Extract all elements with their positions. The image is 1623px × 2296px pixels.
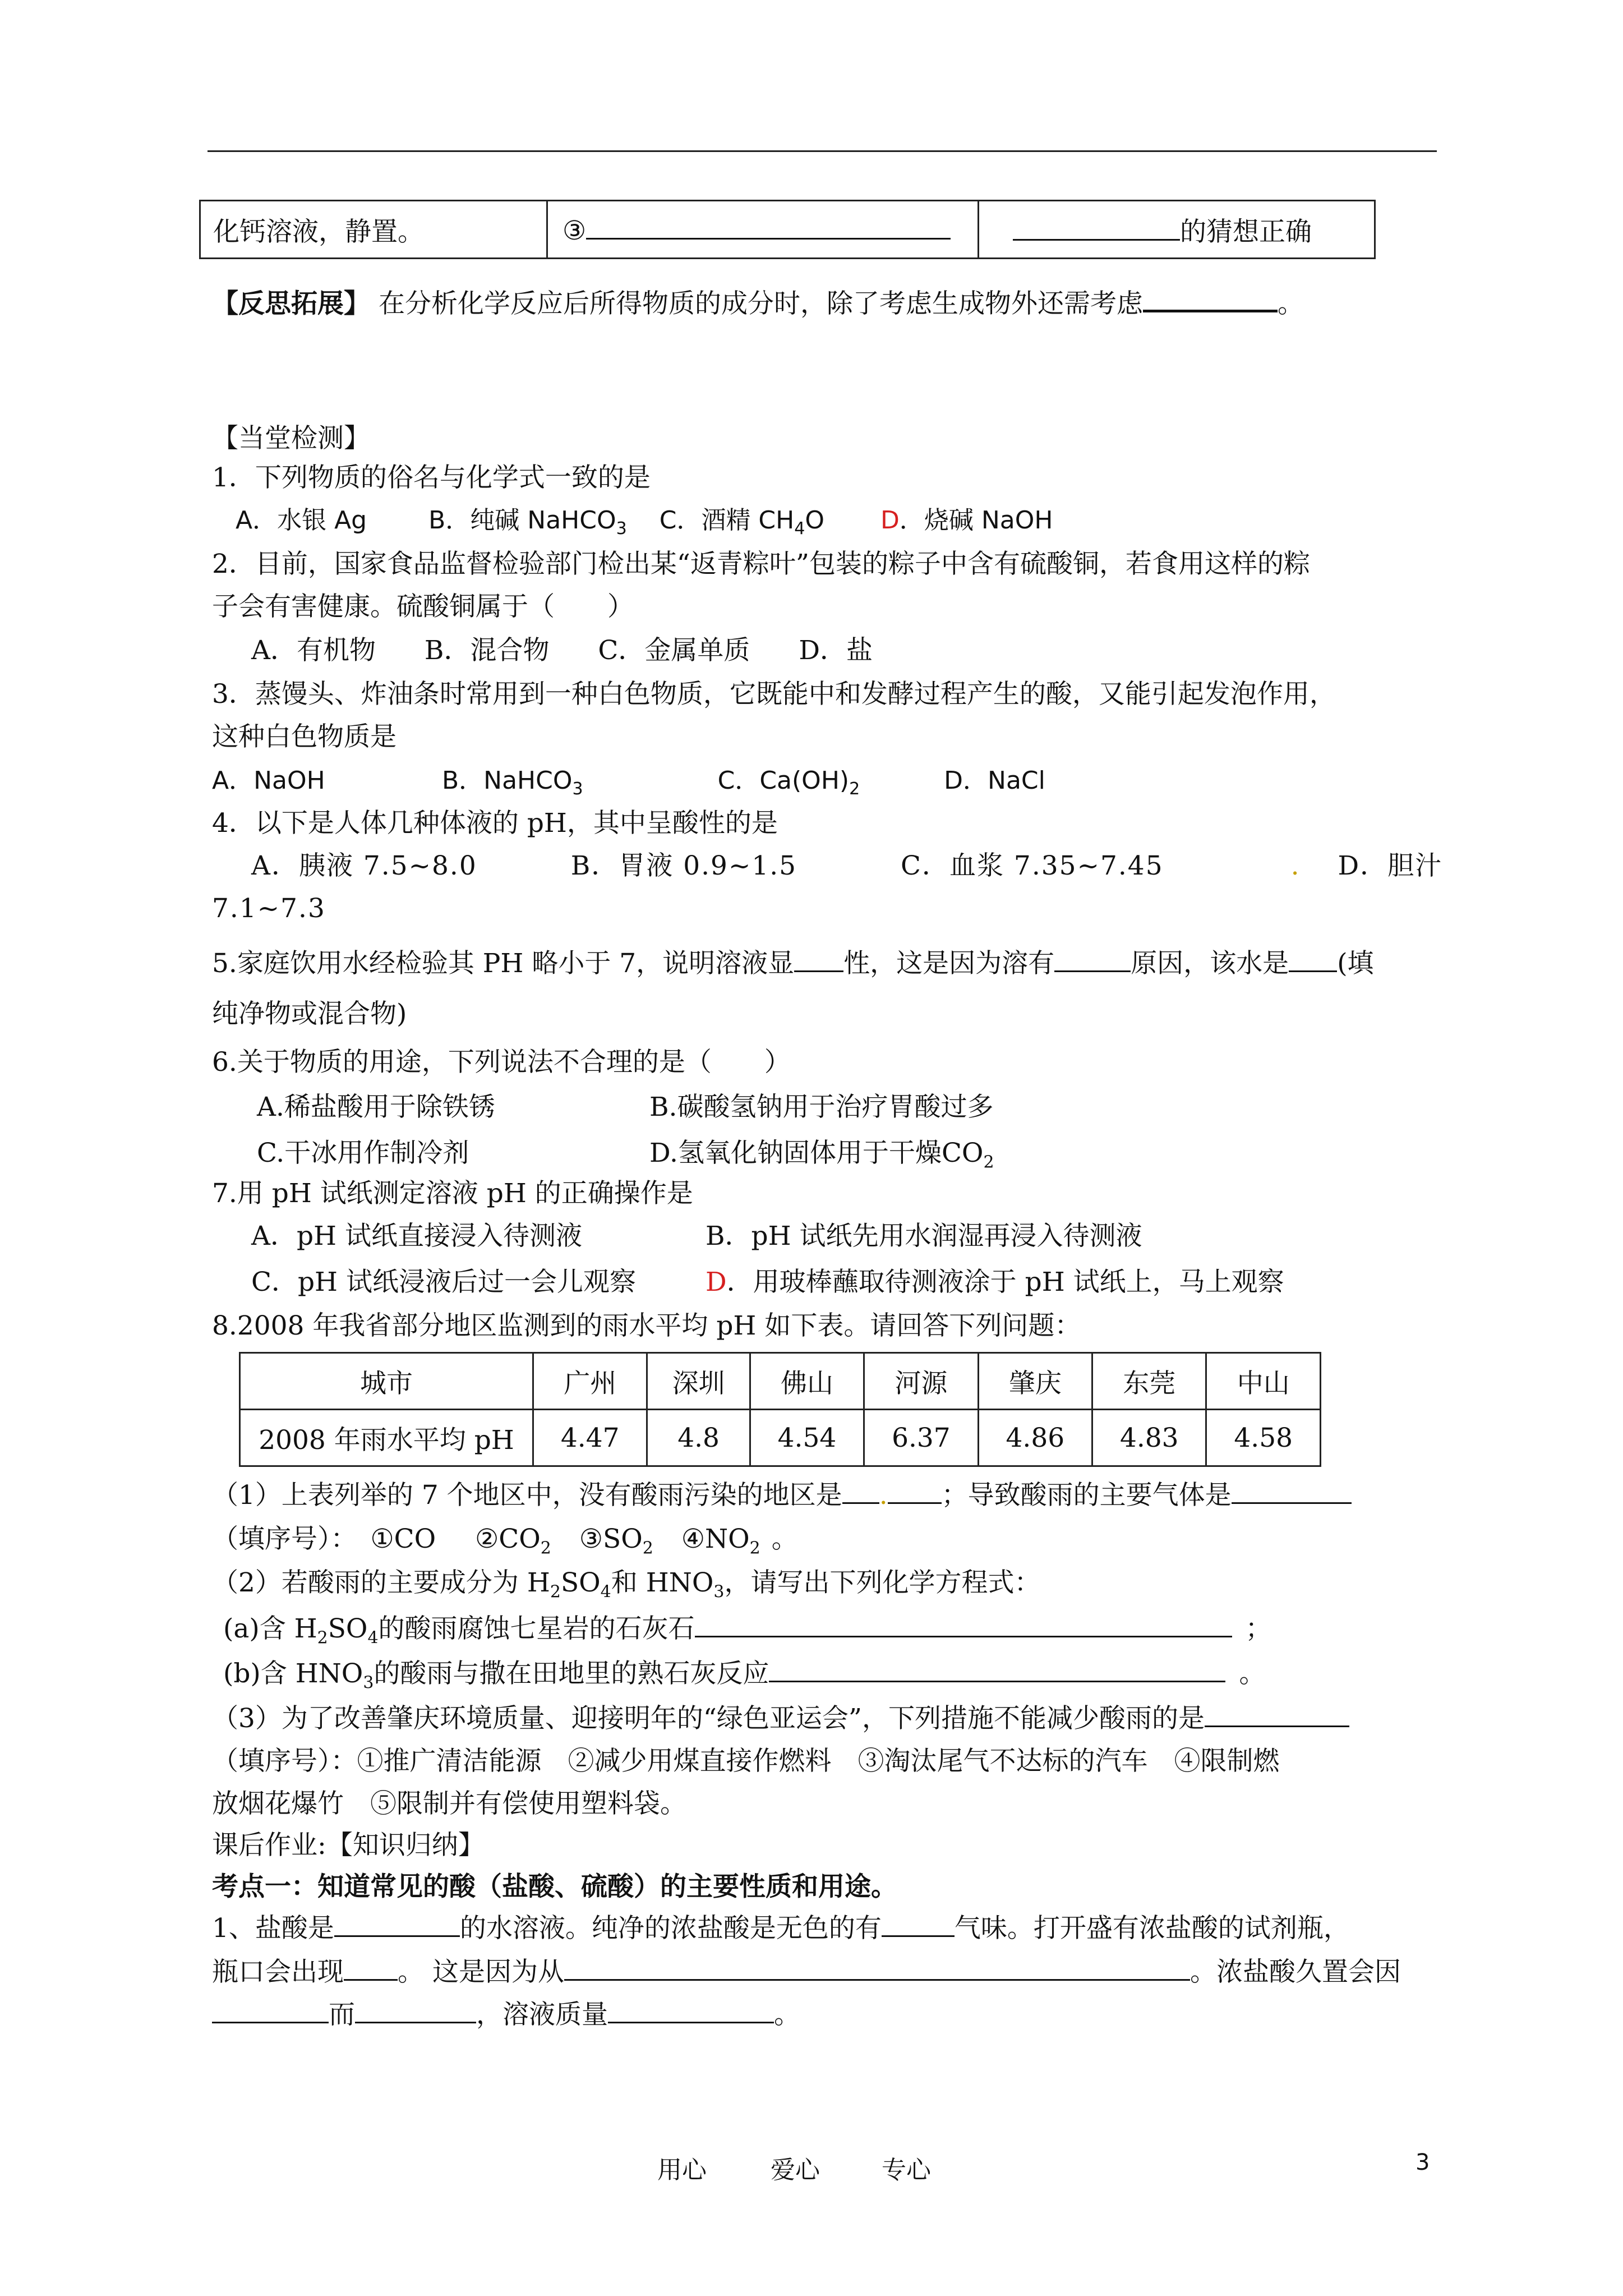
footer-word-1: 用心 [657,2156,707,2184]
experiment-table [199,200,1376,259]
q4-options: A．胰液 7.5~8.0 B．胃液 0.9~1.5 C．血浆 7.35~7.45 . D．胆汁 [251,850,1443,881]
table-cell: 4.83 [1092,1410,1206,1466]
reflection-label: 【反思拓展】 [212,288,370,319]
table-cell: 2008 年雨水平均 pH [240,1410,533,1466]
table-row [240,1353,1321,1410]
table-cell: 4.47 [533,1410,647,1466]
kp1-line1: 1、盐酸是 的水溶液。纯净的浓盐酸是无色的有 气味。打开盛有浓盐酸的试剂瓶， [212,1911,1350,1945]
rain-ph-table [239,1352,1321,1467]
q4-option-d-cont: 7.1~7.3 [212,893,326,924]
kp1-line2: 瓶口会出现 。 这是因为从 。浓盐酸久置会因 [212,1954,1401,1989]
table-header-cell: 肇庆 [978,1353,1092,1410]
q3-options: A．NaOH B．NaHCO$_3$ C．$Ca(OH)_2$ D．NaCl [212,766,1045,799]
table-cell: 4.54 [750,1410,864,1466]
header-rule [208,150,1437,152]
footer-word-3: 专心 [882,2156,931,2184]
q8-sub1-line1: （1）上表列举的 7 个地区中，没有酸雨污染的地区是 . ；导致酸雨的主要气体是 [212,1478,1352,1512]
experiment-cell-1: 化钙溶液，静置。 [200,201,547,259]
q8-sub2a-line: (a)含 $H_2SO_4$的酸雨腐蚀七星岩的石灰石 ； [223,1611,1272,1655]
q7-row2: C．pH 试纸浸液后过一会儿观察 D．用玻棒蘸取待测液涂于 pH 试纸上，马上观察 [251,1267,1284,1297]
reflection-line: 【反思拓展】 在分析化学反应后所得物质的成分时，除了考虑生成物外还需考虑 。 [212,285,1304,321]
q8-sub1-line2: （填序号）： ①CO $②CO_2$ $③SO_2$ $④NO_2$ 。 [212,1524,798,1558]
q3-line1: 3．蒸馒头、炸油条时常用到一种白色物质，它既能中和发酵过程产生的酸，又能引起发泡作用， [212,679,1336,710]
footer-word-2: 爱心 [771,2156,820,2184]
table-header-cell: 东莞 [1092,1353,1206,1410]
table-header-cell: 河源 [864,1353,978,1410]
q8-sub3-line2: （填序号）：①推广清洁能源 ②减少用煤直接作燃料 ③淘汰尾气不达标的汽车 ④限制燃 [212,1746,1280,1777]
q7-stem: 7.用 pH 试纸测定溶液 pH 的正确操作是 [212,1178,693,1209]
experiment-cell-3: 的猜想正确 [979,201,1375,259]
table-cell: 6.37 [864,1410,978,1466]
q2-options: A．有机物 B．混合物 C．金属单质 D．盐 [251,635,873,666]
table-header-cell: 中山 [1206,1353,1321,1410]
q8-sub3-line1: （3）为了改善肇庆环境质量、迎接明年的“绿色亚运会”，下列措施不能减少酸雨的是 [212,1701,1349,1736]
q6-row2: C.干冰用作制冷剂 D.氢氧化钠固体用于干燥$CO_2$ [257,1138,994,1172]
q7-row1: A．pH 试纸直接浸入待测液 B．pH 试纸先用水润湿再浸入待测液 [251,1221,1142,1251]
q2-line2: 子会有害健康。硫酸铜属于（ ） [212,591,634,622]
key-point-1: 考点一：知道常见的酸（盐酸、硫酸）的主要性质和用途。 [212,1871,897,1902]
q2-line1: 2．目前，国家食品监督检验部门检出某“返青粽叶”包装的粽子中含有硫酸铜，若食用这样的粽 [212,549,1310,579]
section-title: 【当堂检测】 [212,423,370,454]
q8-sub2b-line: (b)含 $HNO_3$的酸雨与撒在田地里的熟石灰反应 。 [223,1656,1265,1700]
q1-stem: 1．下列物质的俗名与化学式一致的是 [212,462,651,493]
table-cell: 4.8 [647,1410,750,1466]
page-number: 3 [1415,2150,1430,2175]
table-header-cell: 城市 [240,1353,533,1410]
table-cell: 4.86 [978,1410,1092,1466]
q6-stem: 6.关于物质的用途，下列说法不合理的是（ ） [212,1047,791,1078]
q5-line1: 5.家庭饮用水经检验其 PH 略小于 7，说明溶液显 性，这是因为溶有 原因，该水是 (填 [212,946,1374,981]
table-header-cell: 广州 [533,1353,647,1410]
table-cell: 4.58 [1206,1410,1321,1466]
homework-title: 课后作业:【知识归纳】 [212,1830,485,1861]
experiment-cell-2: ③ [547,201,979,259]
q1-options: A．水银 Ag B．纯碱 NaHCO$_3$ C．酒精 $CH_4O$ D．烧碱 NaOH [236,506,1053,539]
q8-stem: 8.2008 年我省部分地区监测到的雨水平均 pH 如下表。请回答下列问题： [212,1310,1081,1341]
q8-sub2-line: （2）若酸雨的主要成分为 $H_2SO_4$和 $HNO_3$，请写出下列化学方程式： [212,1567,1041,1602]
table-header-cell: 深圳 [647,1353,750,1410]
q3-line2: 这种白色物质是 [212,721,396,752]
table-header-cell: 佛山 [750,1353,864,1410]
q6-row1: A.稀盐酸用于除铁锈 B.碳酸氢钠用于治疗胃酸过多 [257,1092,994,1122]
kp1-line3: 而 ，溶液质量 。 [212,1997,800,2032]
table-row [240,1410,1321,1466]
q5-line2: 纯净物或混合物) [212,999,407,1029]
q8-sub3-line3: 放烟花爆竹 ⑤限制并有偿使用塑料袋。 [212,1788,686,1819]
q4-stem: 4．以下是人体几种体液的 pH，其中呈酸性的是 [212,808,778,839]
